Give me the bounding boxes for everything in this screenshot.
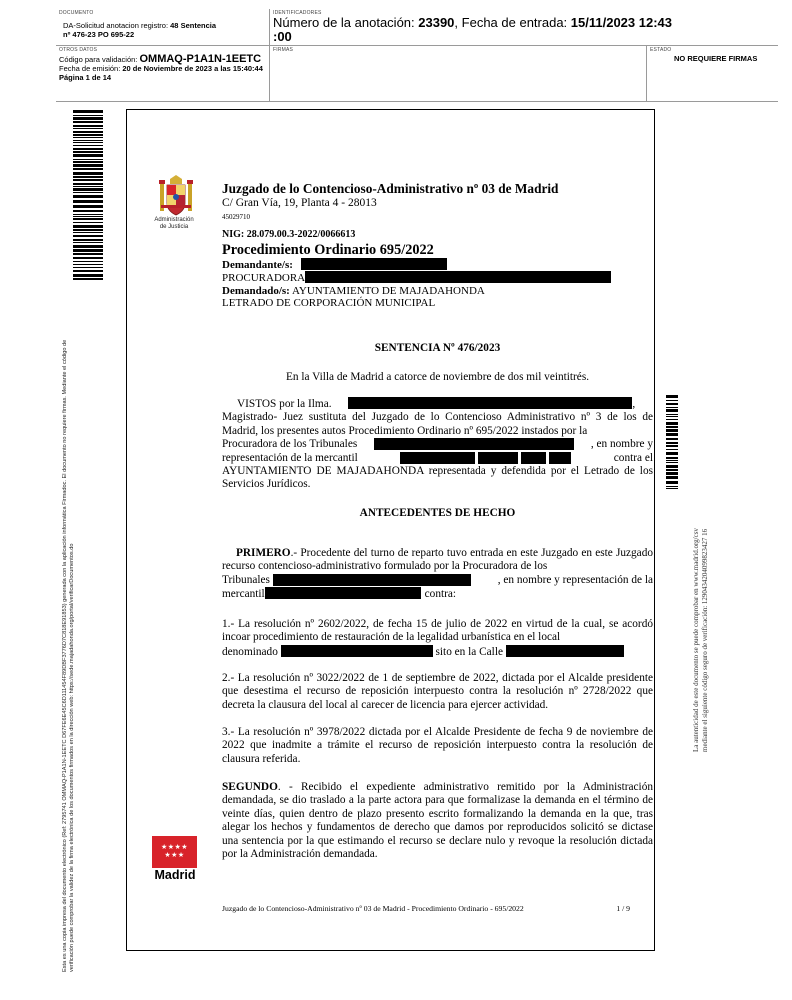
codigo-validacion: OMMAQ-P1A1N-1EETC — [139, 53, 262, 65]
procedure-title: Procedimiento Ordinario 695/2022 — [222, 241, 434, 258]
fecha-entrada-label: , Fecha de entrada: — [454, 15, 571, 30]
barcode-bar — [73, 145, 103, 146]
primero-label: PRIMERO — [236, 547, 291, 559]
vistos-representacion: representación de la mercantil — [222, 451, 358, 464]
barcode-bar — [73, 115, 103, 116]
fecha-emision: 20 de Noviembre de 2023 a las 15:40:44 — [122, 64, 263, 73]
barcode-bar — [666, 465, 678, 468]
barcode-bar — [73, 239, 103, 241]
barcode-bar — [666, 486, 678, 487]
side-verification-line2: mediante el siguiente código seguro de verificación: 1290434204099823427 16 — [700, 528, 709, 752]
barcode-bar — [73, 218, 103, 220]
barcode-bar — [666, 395, 678, 398]
barcode-bar — [73, 274, 103, 277]
barcode-bar — [666, 488, 678, 489]
crest-caption-line2: de Justicia — [159, 224, 189, 230]
nig-number: NIG: 28.079.00.3-2022/0066613 — [222, 229, 356, 240]
barcode-bar — [73, 168, 103, 170]
barcode-bar — [666, 457, 678, 459]
vistos-intro: VISTOS por la Ilma. — [237, 398, 332, 410]
redaction-block — [400, 452, 475, 464]
barcode-bar — [73, 142, 103, 143]
vistos-nombre: , en nombre y — [590, 438, 653, 451]
side-legal-line2: verificación puede comprobar la validez de la firma electrónica de los documentos firmados en la dirección web: https://sede.majadahonda.org/portal/verificarDocumentos.do — [69, 543, 75, 972]
court-address: C/ Gran Vía, 19, Planta 4 - 28013 — [222, 197, 377, 209]
side-verification-note — [692, 472, 709, 752]
barcode-bar — [73, 128, 103, 129]
barcode-bar — [666, 422, 678, 425]
redaction-block — [521, 452, 546, 464]
resolucion-item-1-calle: sito en la Calle — [435, 645, 503, 658]
crest-caption — [141, 217, 207, 231]
barcode-bar — [73, 188, 103, 191]
barcode-bar — [73, 172, 103, 175]
barcode-bar — [73, 264, 103, 265]
barcode-bar — [73, 192, 103, 193]
barcode-bar — [73, 161, 103, 163]
barcode-left — [73, 110, 103, 280]
resolucion-item-1-text: 1.- La resolución nº 2602/2022, de fecha 15 de julio de 2022 en virtud de la cual, se acordó incoar procedimiento de restauración de la legalidad urbanística en el local — [222, 618, 653, 644]
barcode-bar — [73, 278, 103, 280]
barcode-right — [666, 395, 678, 490]
redaction-block — [374, 438, 574, 450]
primero-paragraph — [222, 547, 653, 602]
barcode-bar — [73, 235, 103, 237]
fecha-entrada-cont: :00 — [273, 29, 292, 44]
anotacion-number: 23390 — [418, 15, 455, 30]
vistos-paragraph — [222, 397, 653, 492]
barcode-bar — [73, 210, 103, 212]
documento-line1-prefix: DA-Solicitud anotacion registro: — [63, 21, 171, 30]
barcode-bar — [666, 438, 678, 440]
crest-caption-line1: Administración — [154, 217, 194, 223]
side-legal-note — [62, 272, 76, 972]
resolucion-item-2: 2.- La resolución nº 3022/2022 de 1 de septiembre de 2022, dictada por el Alcalde presidente que desestima el recurso de reposición interpuesto contra la resolución nº 2728/2022 que decreta la clausura del local al carecer de licencia para ejercer actividad. — [222, 672, 653, 711]
barcode-bar — [666, 460, 678, 461]
barcode-bar — [73, 121, 103, 123]
barcode-bar — [73, 117, 103, 120]
barcode-bar — [666, 400, 678, 401]
barcode-bar — [73, 195, 103, 198]
barcode-bar — [666, 416, 678, 417]
barcode-bar — [666, 462, 678, 463]
barcode-bar — [73, 249, 103, 252]
barcode-bar — [666, 403, 678, 405]
barcode-bar — [73, 232, 103, 233]
codigo-validacion-label: Código para validación: — [59, 55, 140, 64]
redaction-block — [348, 397, 632, 409]
place-date: En la Villa de Madrid a catorce de noviembre de dos mil veintitrés. — [285, 371, 590, 383]
barcode-bar — [666, 426, 678, 428]
documento-caption: DOCUMENTO — [59, 10, 94, 16]
estado-caption: ESTADO — [650, 47, 672, 53]
vistos-contra: contra el — [613, 451, 653, 464]
barcode-bar — [666, 481, 678, 484]
header-cell-firmas — [269, 46, 646, 102]
primero-contra: contra: — [424, 588, 457, 601]
madrid-flag-icon — [152, 836, 197, 868]
footer-page-number: 1 / 9 — [616, 904, 630, 913]
case-info — [222, 229, 642, 310]
barcode-bar — [73, 110, 103, 113]
header-cell-identificadores — [269, 9, 778, 46]
barcode-bar — [666, 476, 678, 479]
redaction-block — [265, 587, 421, 599]
barcode-bar — [666, 449, 678, 450]
barcode-bar — [666, 452, 678, 455]
barcode-bar — [666, 407, 678, 408]
footer-text: Juzgado de lo Contencioso-Administrativo nº 03 de Madrid - Procedimiento Ordinario - 695/2022 — [222, 904, 524, 913]
primero-mercantil: mercantil — [222, 588, 265, 601]
barcode-bar — [73, 229, 103, 231]
primero-tribunales: Tribunales — [222, 573, 270, 586]
vistos-comma: , — [632, 398, 636, 410]
documento-line1-bold: 48 Sentencia — [170, 21, 216, 30]
barcode-bar — [666, 429, 678, 432]
barcode-bar — [73, 200, 103, 203]
barcode-bar — [73, 214, 103, 215]
header-cell-otros-datos — [56, 46, 269, 102]
barcode-bar — [73, 225, 103, 228]
court-code: 45029710 — [222, 213, 250, 221]
vistos-procuradora: Procuradora de los Tribunales — [222, 438, 358, 451]
barcode-bar — [666, 445, 678, 447]
barcode-bar — [666, 414, 678, 415]
resolucion-item-1 — [222, 618, 653, 659]
barcode-bar — [73, 148, 103, 150]
barcode-bar — [73, 140, 103, 141]
segundo-label: SEGUNDO — [222, 781, 278, 793]
barcode-bar — [73, 131, 103, 133]
antecedentes-title: ANTECEDENTES DE HECHO — [359, 507, 516, 519]
barcode-bar — [73, 137, 103, 138]
barcode-bar — [666, 419, 678, 420]
identificadores-caption: IDENTIFICADORES — [273, 10, 322, 16]
letrado-line: LETRADO DE CORPORACIÓN MUNICIPAL — [222, 297, 436, 309]
barcode-bar — [73, 134, 103, 136]
resolucion-item-3: 3.- La resolución nº 3978/2022 dictada por el Alcalde Presidente de fecha 9 de noviembre de 2022 que inadmite a trámite el recurso de reposición interpuesto contra la resolución de clausura referida. — [222, 726, 653, 765]
page-footer — [222, 904, 642, 913]
header-cell-estado — [646, 46, 778, 102]
barcode-bar — [666, 469, 678, 471]
barcode-bar — [73, 164, 103, 167]
redaction-block — [301, 258, 447, 270]
resolucion-item-1-denominado: denominado — [222, 645, 278, 658]
side-legal-line1: Esta es una copia impresa del documento electrónico (Ref: 2795741 OMMAQ-P1A1N-1EETC D67FE6E45C6D111454F89DBF3776D7C818E91853) generada con la aplicación informática Firmadoc. El documento no requiere firmas. Mediante el código de — [62, 339, 68, 972]
barcode-bar — [73, 257, 103, 259]
anotacion-label: Número de la anotación: — [273, 15, 419, 30]
court-title: Juzgado de lo Contencioso-Administrativo nº 03 de Madrid — [222, 181, 559, 196]
document-header — [56, 9, 778, 102]
barcode-bar — [73, 270, 103, 272]
side-verification-line1: La autenticidad de este documento se puede comprobar en www.madrid.org/csv — [692, 528, 700, 752]
barcode-bar — [73, 205, 103, 208]
barcode-bar — [73, 154, 103, 157]
barcode-bar — [666, 442, 678, 444]
demandado-label: Demandado/s: — [222, 284, 290, 297]
coat-of-arms-icon — [158, 175, 194, 217]
barcode-bar — [73, 245, 103, 248]
barcode-bar — [73, 159, 103, 160]
redaction-block — [506, 645, 624, 657]
barcode-bar — [73, 267, 103, 268]
vistos-ayuntamiento: AYUNTAMIENTO DE MAJADAHONDA representada y defendida por el Letrado de los Servicios Jurídicos. — [222, 465, 653, 491]
primero-text: .- Procedente del turno de reparto tuvo entrada en este Juzgado en este Juzgado recurso contencioso-administrativo formulado por la Procuradora de los — [222, 547, 653, 573]
sentencia-title: SENTENCIA Nº 476/2023 — [374, 342, 501, 354]
documento-line2: nº 476-23 PO 695-22 — [63, 30, 135, 39]
barcode-bar — [73, 179, 103, 181]
redaction-block — [478, 452, 518, 464]
barcode-bar — [73, 242, 103, 243]
barcode-bar — [73, 183, 103, 185]
redaction-block — [549, 452, 571, 464]
firmas-caption: FIRMAS — [273, 47, 294, 53]
redaction-block — [281, 645, 433, 657]
primero-representacion: , en nombre y representación de la — [497, 573, 653, 586]
fecha-entrada: 15/11/2023 12:43 — [570, 15, 672, 30]
procuradora-label: PROCURADORA — [222, 272, 306, 284]
madrid-logo-text: Madrid — [154, 868, 196, 882]
court-heading — [222, 181, 642, 223]
header-cell-documento — [56, 9, 269, 46]
estado-value: NO REQUIERE FIRMAS — [674, 54, 758, 63]
barcode-bar — [666, 472, 678, 475]
segundo-paragraph — [222, 781, 653, 861]
barcode-bar — [73, 151, 103, 153]
demandado-name: AYUNTAMIENTO DE MAJADAHONDA — [289, 284, 485, 297]
madrid-stars: ★★★★★★★ — [160, 844, 189, 859]
pagina-info: Página 1 de 14 — [59, 73, 112, 82]
barcode-bar — [73, 253, 103, 255]
barcode-bar — [73, 176, 103, 178]
vistos-body: Magistrado- Juez sustituta del Juzgado de lo Contencioso Administrativo nº 3 de los de Madrid, los presentes autos Procedimiento Ordinario nº 695/2022 instados por la — [222, 411, 653, 437]
redaction-block — [305, 271, 611, 283]
barcode-bar — [73, 216, 103, 217]
demandante-label: Demandante/s: — [222, 258, 293, 271]
barcode-bar — [73, 222, 103, 223]
barcode-bar — [666, 409, 678, 412]
barcode-bar — [73, 125, 103, 127]
barcode-bar — [73, 186, 103, 187]
redaction-block — [273, 574, 471, 586]
barcode-bar — [73, 261, 103, 262]
barcode-bar — [666, 433, 678, 436]
otros-datos-caption: OTROS DATOS — [59, 47, 98, 53]
segundo-text: . - Recibido el expediente administrativo remitido por la Administración demandada, se dio traslado a la parte actora para que formalizase la demanda en el término de veinte días, quien dentro de plazo presento escrito formalizando la demanda en la que, tras alegar los hechos y fundamentos de derecho que damos por reproducidos solicitó se dictase una sentencia por la que estimando el recurso se declare nulo y revoque la resolución dictada por la Administración demandada. — [222, 781, 653, 861]
fecha-emision-label: Fecha de emisión: — [59, 64, 123, 73]
